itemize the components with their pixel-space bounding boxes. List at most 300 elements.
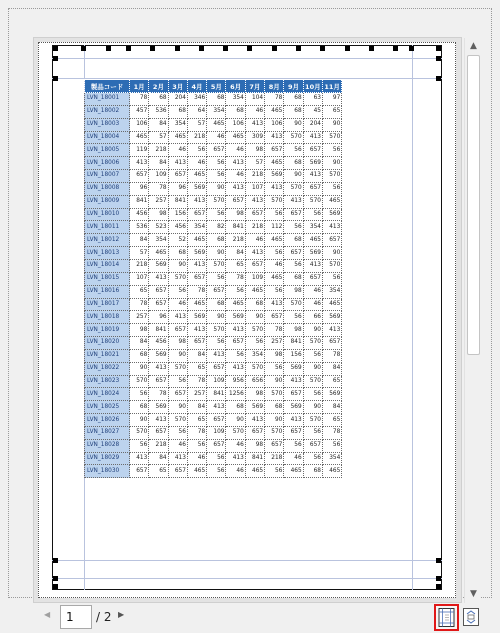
value-cell: 68 xyxy=(284,93,303,106)
value-cell: 65 xyxy=(226,259,245,272)
value-cell: 65 xyxy=(130,285,149,298)
value-cell: 465 xyxy=(187,298,206,311)
value-cell: 46 xyxy=(187,452,206,465)
value-cell: 569 xyxy=(284,401,303,414)
value-cell: 657 xyxy=(168,170,187,183)
next-page-icon[interactable]: ▶ xyxy=(118,610,125,619)
value-cell: 65 xyxy=(322,105,341,118)
value-cell: 413 xyxy=(168,452,187,465)
value-cell: 68 xyxy=(226,105,245,118)
value-cell: 657 xyxy=(245,259,264,272)
value-cell: 218 xyxy=(226,234,245,247)
product-code-cell: LVN_18024 xyxy=(85,388,130,401)
value-cell: 569 xyxy=(265,170,284,183)
column-handle[interactable] xyxy=(199,46,204,51)
value-cell: 465 xyxy=(245,465,264,478)
value-cell: 56 xyxy=(207,208,226,221)
value-cell: 52 xyxy=(168,234,187,247)
value-cell: 46 xyxy=(226,144,245,157)
value-cell: 106 xyxy=(226,118,245,131)
column-handle[interactable] xyxy=(393,46,398,51)
table-row xyxy=(85,93,342,106)
value-cell: 841 xyxy=(130,195,149,208)
header-margin-guide[interactable] xyxy=(52,58,442,59)
value-cell: 204 xyxy=(168,93,187,106)
value-cell: 156 xyxy=(168,208,187,221)
value-cell: 56 xyxy=(207,465,226,478)
table-row xyxy=(85,439,342,452)
value-cell: 657 xyxy=(303,272,322,285)
table-row xyxy=(85,195,342,208)
value-cell: 465 xyxy=(149,247,168,260)
value-cell: 465 xyxy=(130,131,149,144)
column-handle[interactable] xyxy=(175,46,180,51)
value-cell: 570 xyxy=(245,324,264,337)
value-cell: 657 xyxy=(207,362,226,375)
value-cell: 204 xyxy=(303,118,322,131)
column-handle[interactable] xyxy=(345,46,350,51)
value-cell: 657 xyxy=(168,388,187,401)
value-cell: 90 xyxy=(303,324,322,337)
value-cell: 46 xyxy=(265,259,284,272)
value-cell: 413 xyxy=(322,221,341,234)
value-cell: 569 xyxy=(149,401,168,414)
value-cell: 96 xyxy=(168,182,187,195)
value-cell: 657 xyxy=(168,324,187,337)
product-code-cell: LVN_18011 xyxy=(85,221,130,234)
value-cell: 68 xyxy=(130,349,149,362)
value-cell: 570 xyxy=(207,195,226,208)
value-cell: 84 xyxy=(149,157,168,170)
header-month: 11月 xyxy=(322,80,341,93)
value-cell: 68 xyxy=(284,272,303,285)
value-cell: 657 xyxy=(265,144,284,157)
value-cell: 465 xyxy=(187,234,206,247)
value-cell: 570 xyxy=(265,426,284,439)
table-row xyxy=(85,272,342,285)
value-cell: 569 xyxy=(187,247,206,260)
value-cell: 413 xyxy=(130,452,149,465)
value-cell: 84 xyxy=(322,401,341,414)
value-cell: 56 xyxy=(226,349,245,362)
value-cell: 98 xyxy=(245,439,264,452)
value-cell: 109 xyxy=(207,426,226,439)
value-cell: 413 xyxy=(149,272,168,285)
value-cell: 465 xyxy=(265,234,284,247)
value-cell: 46 xyxy=(226,439,245,452)
product-code-cell: LVN_18018 xyxy=(85,311,130,324)
value-cell: 657 xyxy=(284,247,303,260)
value-cell: 57 xyxy=(130,247,149,260)
value-cell: 570 xyxy=(130,375,149,388)
margin-handle[interactable] xyxy=(53,76,58,81)
value-cell: 413 xyxy=(168,157,187,170)
value-cell: 98 xyxy=(265,349,284,362)
value-cell: 346 xyxy=(187,93,206,106)
value-cell: 413 xyxy=(187,195,206,208)
table-row xyxy=(85,337,342,350)
value-cell: 257 xyxy=(265,337,284,350)
value-cell: 68 xyxy=(265,401,284,414)
value-cell: 90 xyxy=(130,414,149,427)
product-code-cell: LVN_18025 xyxy=(85,401,130,414)
product-code-cell: LVN_18030 xyxy=(85,465,130,478)
value-cell: 90 xyxy=(265,375,284,388)
value-cell: 84 xyxy=(130,234,149,247)
value-cell: 657 xyxy=(226,337,245,350)
margin-handle[interactable] xyxy=(436,584,441,589)
margin-handle[interactable] xyxy=(53,576,58,581)
value-cell: 657 xyxy=(168,465,187,478)
value-cell: 657 xyxy=(265,311,284,324)
show-margins-button[interactable] xyxy=(434,604,459,631)
value-cell: 68 xyxy=(149,93,168,106)
margin-handle[interactable] xyxy=(436,558,441,563)
column-handle[interactable] xyxy=(296,46,301,51)
value-cell: 465 xyxy=(245,285,264,298)
value-cell: 109 xyxy=(149,170,168,183)
value-cell: 841 xyxy=(226,221,245,234)
value-cell: 413 xyxy=(226,362,245,375)
value-cell: 56 xyxy=(226,285,245,298)
value-cell: 465 xyxy=(187,465,206,478)
value-cell: 65 xyxy=(322,375,341,388)
value-cell: 413 xyxy=(245,247,264,260)
table-row xyxy=(85,426,342,439)
value-cell: 45 xyxy=(303,105,322,118)
value-cell: 413 xyxy=(245,118,264,131)
value-cell: 465 xyxy=(226,131,245,144)
value-cell: 657 xyxy=(187,272,206,285)
value-cell: 657 xyxy=(322,337,341,350)
value-cell: 465 xyxy=(322,465,341,478)
value-cell: 98 xyxy=(245,388,264,401)
value-cell: 218 xyxy=(130,259,149,272)
right-margin-guide[interactable] xyxy=(412,45,413,590)
value-cell: 465 xyxy=(284,465,303,478)
value-cell: 657 xyxy=(207,144,226,157)
value-cell: 657 xyxy=(245,426,264,439)
bottom-margin-guide[interactable] xyxy=(52,560,442,561)
column-handle[interactable] xyxy=(150,46,155,51)
value-cell: 78 xyxy=(130,298,149,311)
value-cell: 46 xyxy=(303,285,322,298)
value-cell: 78 xyxy=(187,426,206,439)
zoom-page-icon xyxy=(461,606,481,628)
table-row xyxy=(85,349,342,362)
value-cell: 657 xyxy=(149,298,168,311)
value-cell: 68 xyxy=(168,247,187,260)
value-cell: 68 xyxy=(284,234,303,247)
value-cell: 68 xyxy=(207,298,226,311)
value-cell: 1256 xyxy=(226,388,245,401)
table-row xyxy=(85,208,342,221)
value-cell: 457 xyxy=(130,105,149,118)
table-row xyxy=(85,465,342,478)
column-handle[interactable] xyxy=(126,46,131,51)
value-cell: 570 xyxy=(322,170,341,183)
value-cell: 56 xyxy=(207,272,226,285)
table-header-row xyxy=(85,80,342,93)
value-cell: 57 xyxy=(149,131,168,144)
value-cell: 96 xyxy=(149,311,168,324)
product-code-cell: LVN_18006 xyxy=(85,157,130,170)
product-code-cell: LVN_18023 xyxy=(85,375,130,388)
value-cell: 90 xyxy=(303,401,322,414)
page-number-input[interactable]: 1 xyxy=(60,605,92,629)
product-code-cell: LVN_18010 xyxy=(85,208,130,221)
value-cell: 257 xyxy=(130,311,149,324)
value-cell: 569 xyxy=(322,388,341,401)
value-cell: 570 xyxy=(303,195,322,208)
value-cell: 657 xyxy=(130,170,149,183)
value-cell: 257 xyxy=(149,195,168,208)
value-cell: 66 xyxy=(303,311,322,324)
value-cell: 656 xyxy=(245,375,264,388)
value-cell: 570 xyxy=(303,375,322,388)
value-cell: 657 xyxy=(187,337,206,350)
table-row xyxy=(85,157,342,170)
margin-handle[interactable] xyxy=(81,46,86,51)
value-cell: 65 xyxy=(187,362,206,375)
value-cell: 536 xyxy=(149,105,168,118)
product-code-cell: LVN_18027 xyxy=(85,426,130,439)
value-cell: 57 xyxy=(187,118,206,131)
value-cell: 570 xyxy=(207,324,226,337)
product-code-cell: LVN_18029 xyxy=(85,452,130,465)
value-cell: 56 xyxy=(168,285,187,298)
column-handle[interactable] xyxy=(247,46,252,51)
value-cell: 841 xyxy=(245,452,264,465)
table-row xyxy=(85,285,342,298)
value-cell: 536 xyxy=(130,221,149,234)
value-cell: 657 xyxy=(149,426,168,439)
product-code-cell: LVN_18014 xyxy=(85,259,130,272)
margin-handle[interactable] xyxy=(409,46,414,51)
value-cell: 413 xyxy=(207,349,226,362)
product-code-cell: LVN_18007 xyxy=(85,170,130,183)
value-cell: 56 xyxy=(207,170,226,183)
header-month: 3月 xyxy=(168,80,187,93)
value-cell: 56 xyxy=(284,259,303,272)
product-code-cell: LVN_18002 xyxy=(85,105,130,118)
header-month: 1月 xyxy=(130,80,149,93)
margin-handle[interactable] xyxy=(53,584,58,589)
product-code-cell: LVN_18009 xyxy=(85,195,130,208)
header-month: 2月 xyxy=(149,80,168,93)
value-cell: 56 xyxy=(322,439,341,452)
value-cell: 84 xyxy=(130,337,149,350)
value-cell: 90 xyxy=(284,170,303,183)
value-cell: 413 xyxy=(245,195,264,208)
value-cell: 657 xyxy=(187,208,206,221)
value-cell: 354 xyxy=(187,221,206,234)
value-cell: 56 xyxy=(265,247,284,260)
value-cell: 90 xyxy=(168,349,187,362)
table-row xyxy=(85,388,342,401)
value-cell: 64 xyxy=(187,105,206,118)
value-cell: 63 xyxy=(303,93,322,106)
header-month: 5月 xyxy=(207,80,226,93)
value-cell: 56 xyxy=(322,182,341,195)
scrollbar-thumb[interactable] xyxy=(467,55,480,355)
header-month: 4月 xyxy=(187,80,206,93)
value-cell: 570 xyxy=(168,362,187,375)
value-cell: 465 xyxy=(322,195,341,208)
value-cell: 657 xyxy=(226,195,245,208)
value-cell: 413 xyxy=(284,195,303,208)
value-cell: 56 xyxy=(187,439,206,452)
value-cell: 569 xyxy=(226,311,245,324)
value-cell: 56 xyxy=(322,272,341,285)
value-cell: 569 xyxy=(303,157,322,170)
margins-icon xyxy=(436,606,457,629)
value-cell: 90 xyxy=(168,401,187,414)
table-row xyxy=(85,362,342,375)
value-cell: 354 xyxy=(168,118,187,131)
value-cell: 84 xyxy=(187,349,206,362)
value-cell: 413 xyxy=(130,157,149,170)
column-handle[interactable] xyxy=(223,46,228,51)
value-cell: 657 xyxy=(207,414,226,427)
column-handle[interactable] xyxy=(272,46,277,51)
product-code-cell: LVN_18021 xyxy=(85,349,130,362)
value-cell: 354 xyxy=(303,221,322,234)
value-cell: 570 xyxy=(168,414,187,427)
margin-handle[interactable] xyxy=(436,46,441,51)
value-cell: 109 xyxy=(245,272,264,285)
value-cell: 46 xyxy=(226,170,245,183)
column-handle[interactable] xyxy=(106,46,111,51)
value-cell: 841 xyxy=(149,324,168,337)
value-cell: 569 xyxy=(245,401,264,414)
value-cell: 570 xyxy=(303,337,322,350)
value-cell: 68 xyxy=(207,234,226,247)
value-cell: 657 xyxy=(149,375,168,388)
value-cell: 413 xyxy=(226,157,245,170)
value-cell: 657 xyxy=(130,465,149,478)
value-cell: 68 xyxy=(207,93,226,106)
value-cell: 104 xyxy=(245,93,264,106)
header-month: 9月 xyxy=(284,80,303,93)
value-cell: 56 xyxy=(168,426,187,439)
value-cell: 56 xyxy=(207,337,226,350)
value-cell: 84 xyxy=(226,247,245,260)
value-cell: 78 xyxy=(187,375,206,388)
value-cell: 90 xyxy=(303,362,322,375)
value-cell: 413 xyxy=(187,324,206,337)
product-code-cell: LVN_18001 xyxy=(85,93,130,106)
margin-handle[interactable] xyxy=(436,76,441,81)
scroll-up-icon[interactable]: ▲ xyxy=(470,41,477,51)
value-cell: 106 xyxy=(265,118,284,131)
value-cell: 68 xyxy=(303,465,322,478)
value-cell: 56 xyxy=(207,157,226,170)
table-row xyxy=(85,375,342,388)
value-cell: 218 xyxy=(187,131,206,144)
value-cell: 46 xyxy=(245,234,264,247)
value-cell: 456 xyxy=(149,337,168,350)
zoom-to-page-button[interactable] xyxy=(461,606,481,628)
product-code-cell: LVN_18016 xyxy=(85,285,130,298)
footer-margin-guide[interactable] xyxy=(52,578,442,579)
scroll-down-icon[interactable]: ▼ xyxy=(470,589,477,599)
product-code-cell: LVN_18003 xyxy=(85,118,130,131)
table-row xyxy=(85,131,342,144)
product-code-cell: LVN_18019 xyxy=(85,324,130,337)
value-cell: 90 xyxy=(322,157,341,170)
value-cell: 413 xyxy=(168,311,187,324)
table-row xyxy=(85,105,342,118)
table-row xyxy=(85,170,342,183)
value-cell: 46 xyxy=(284,452,303,465)
value-cell: 84 xyxy=(149,452,168,465)
value-cell: 56 xyxy=(303,349,322,362)
value-cell: 657 xyxy=(265,439,284,452)
value-cell: 657 xyxy=(284,388,303,401)
sales-table xyxy=(84,79,342,478)
value-cell: 413 xyxy=(303,131,322,144)
value-cell: 78 xyxy=(187,285,206,298)
column-handle[interactable] xyxy=(320,46,325,51)
value-cell: 309 xyxy=(245,131,264,144)
value-cell: 56 xyxy=(284,144,303,157)
value-cell: 465 xyxy=(322,298,341,311)
column-handle[interactable] xyxy=(369,46,374,51)
table-row xyxy=(85,414,342,427)
value-cell: 90 xyxy=(265,414,284,427)
value-cell: 456 xyxy=(168,221,187,234)
value-cell: 106 xyxy=(130,118,149,131)
product-code-cell: LVN_18022 xyxy=(85,362,130,375)
value-cell: 569 xyxy=(303,247,322,260)
preview-toolbar xyxy=(0,602,500,633)
product-code-cell: LVN_18008 xyxy=(85,182,130,195)
value-cell: 354 xyxy=(322,285,341,298)
table-row xyxy=(85,452,342,465)
margin-handle[interactable] xyxy=(53,56,58,61)
value-cell: 65 xyxy=(322,414,341,427)
value-cell: 570 xyxy=(245,362,264,375)
value-cell: 413 xyxy=(149,362,168,375)
value-cell: 657 xyxy=(303,144,322,157)
table-row xyxy=(85,401,342,414)
value-cell: 841 xyxy=(207,388,226,401)
vertical-scrollbar[interactable] xyxy=(464,38,481,603)
value-cell: 68 xyxy=(226,401,245,414)
value-cell: 78 xyxy=(226,272,245,285)
value-cell: 657 xyxy=(207,285,226,298)
value-cell: 570 xyxy=(284,182,303,195)
value-cell: 90 xyxy=(130,362,149,375)
value-cell: 354 xyxy=(149,234,168,247)
value-cell: 90 xyxy=(207,247,226,260)
value-cell: 90 xyxy=(168,259,187,272)
prev-page-icon[interactable]: ◀ xyxy=(44,610,51,619)
value-cell: 56 xyxy=(187,144,206,157)
margin-handle[interactable] xyxy=(53,46,58,51)
page-total-label: / 2 xyxy=(96,610,112,624)
margin-handle[interactable] xyxy=(436,576,441,581)
sheet-table-wrapper xyxy=(84,79,342,478)
margin-handle[interactable] xyxy=(436,56,441,61)
value-cell: 413 xyxy=(226,182,245,195)
value-cell: 465 xyxy=(168,131,187,144)
table-row xyxy=(85,298,342,311)
value-cell: 107 xyxy=(130,272,149,285)
margin-handle[interactable] xyxy=(53,558,58,563)
product-code-cell: LVN_18004 xyxy=(85,131,130,144)
